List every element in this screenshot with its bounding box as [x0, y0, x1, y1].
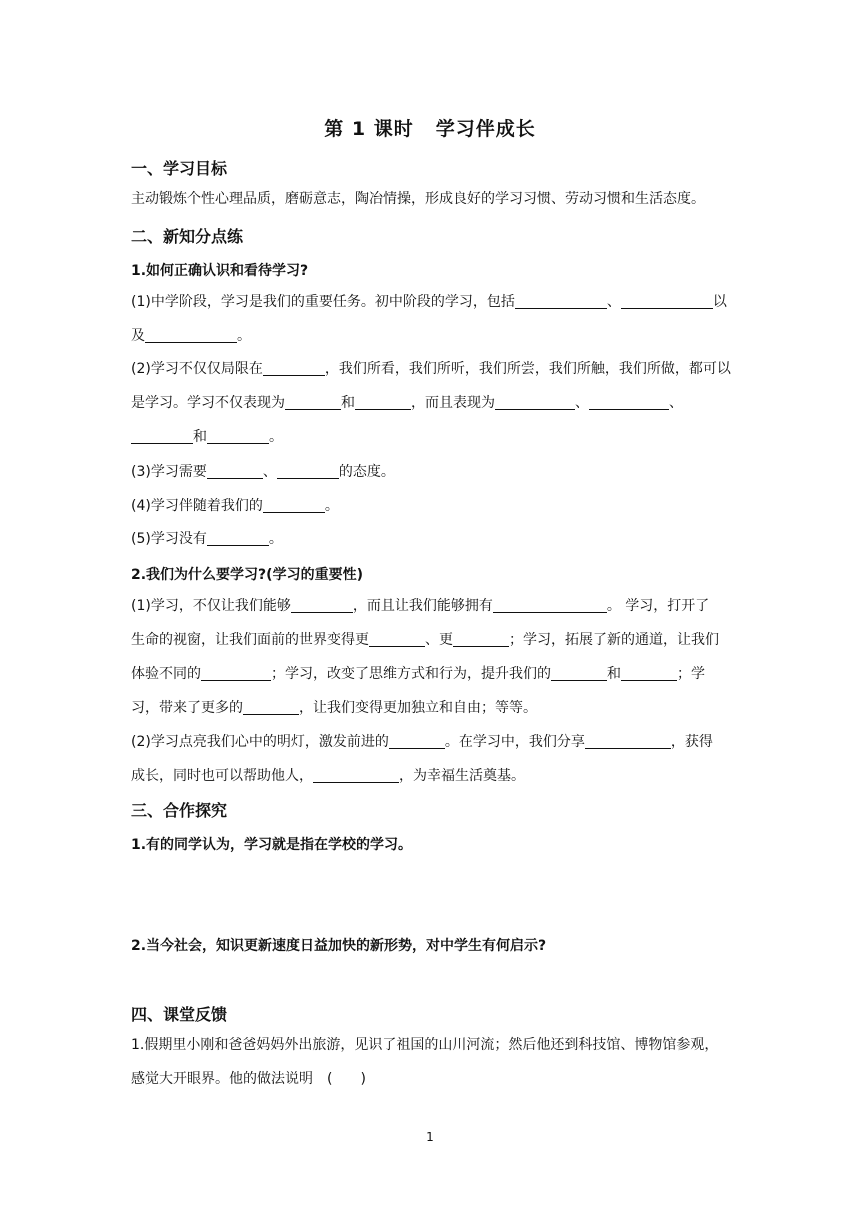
fill-blank[interactable]	[201, 664, 271, 681]
section-heading-explore: 三、合作探究	[131, 801, 228, 820]
section-heading-goals: 一、学习目标	[131, 159, 228, 178]
section-heading-practice: 二、新知分点练	[131, 227, 244, 246]
paragraph-2-2: (2)学习点亮我们心中的明灯，激发前进的 。在学习中，我们分享 ，获得 成长，同时也可以帮助他人， ，为幸福生活奠基。	[131, 734, 713, 784]
page-title	[0, 114, 860, 141]
fill-blank[interactable]	[313, 766, 399, 783]
paragraph-1-1: (1)中学阶段，学习是我们的重要任务。初中阶段的学习，包括 、 以 及 。	[131, 294, 727, 344]
answer-parentheses[interactable]: ( )	[327, 1071, 366, 1087]
question-title: 2.当今社会，知识更新速度日益加快的新形势，对中学生有何启示?	[131, 938, 547, 954]
fill-blank[interactable]	[369, 630, 425, 647]
paragraph-1-2: (2)学习不仅仅局限在 ，我们所看，我们所听，我们所尝，我们所触，我们所做，都可以 是学习。学习不仅表现为 和 ，而且表现为 、 、 和 。	[131, 361, 731, 445]
goals-text: 主动锻炼个性心理品质，磨砺意志，陶冶情操，形成良好的学习习惯、劳动习惯和生活态度。	[131, 191, 705, 207]
fill-blank[interactable]	[493, 596, 607, 613]
fill-blank[interactable]	[207, 427, 269, 444]
fill-blank[interactable]	[355, 393, 411, 410]
fill-blank[interactable]	[389, 732, 445, 749]
fill-blank[interactable]	[551, 664, 607, 681]
fill-blank[interactable]	[585, 732, 671, 749]
fill-blank[interactable]	[495, 393, 575, 410]
fill-blank[interactable]	[621, 664, 677, 681]
question-title: 2.我们为什么要学习?(学习的重要性)	[131, 567, 363, 583]
lesson-number: 第 1 课时	[324, 118, 414, 140]
fill-blank[interactable]	[131, 427, 193, 444]
fill-blank[interactable]	[453, 630, 509, 647]
paragraph-2-1: (1)学习，不仅让我们能够 ，而且让我们能够拥有 。 学习，打开了 生命的视窗，让我们面前的世界变得更 、更 ；学习，拓展了新的通道，让我们 体验不同的 ；学习，改变了思维方式和行为，提升我们的 和 ；学 习，带来了更多的 ，让我们变得更加独立和自由；等等。	[131, 598, 719, 716]
paragraph-1-4: (4)学习伴随着我们的 。	[131, 498, 339, 514]
paragraph-1-5: (5)学习没有 。	[131, 531, 283, 547]
feedback-question-1: 1.假期里小刚和爸爸妈妈外出旅游，见识了祖国的山川河流；然后他还到科技馆、博物馆参观， 感觉大开眼界。他的做法说明 ( )	[131, 1037, 719, 1087]
fill-blank[interactable]	[589, 393, 669, 410]
lesson-title: 学习伴成长	[435, 118, 536, 140]
fill-blank[interactable]	[277, 462, 339, 479]
fill-blank[interactable]	[145, 326, 237, 343]
section-heading-feedback: 四、课堂反馈	[131, 1005, 228, 1024]
fill-blank[interactable]	[515, 292, 607, 309]
fill-blank[interactable]	[291, 596, 353, 613]
fill-blank[interactable]	[621, 292, 713, 309]
question-title: 1.有的同学认为，学习就是指在学校的学习。	[131, 837, 413, 853]
fill-blank[interactable]	[243, 698, 299, 715]
page-number: 1	[426, 1130, 434, 1144]
fill-blank[interactable]	[207, 462, 263, 479]
fill-blank[interactable]	[285, 393, 341, 410]
paragraph-1-3: (3)学习需要 、 的态度。	[131, 464, 395, 480]
fill-blank[interactable]	[207, 529, 269, 546]
fill-blank[interactable]	[263, 359, 325, 376]
fill-blank[interactable]	[263, 496, 325, 513]
question-title: 1.如何正确认识和看待学习?	[131, 263, 309, 279]
